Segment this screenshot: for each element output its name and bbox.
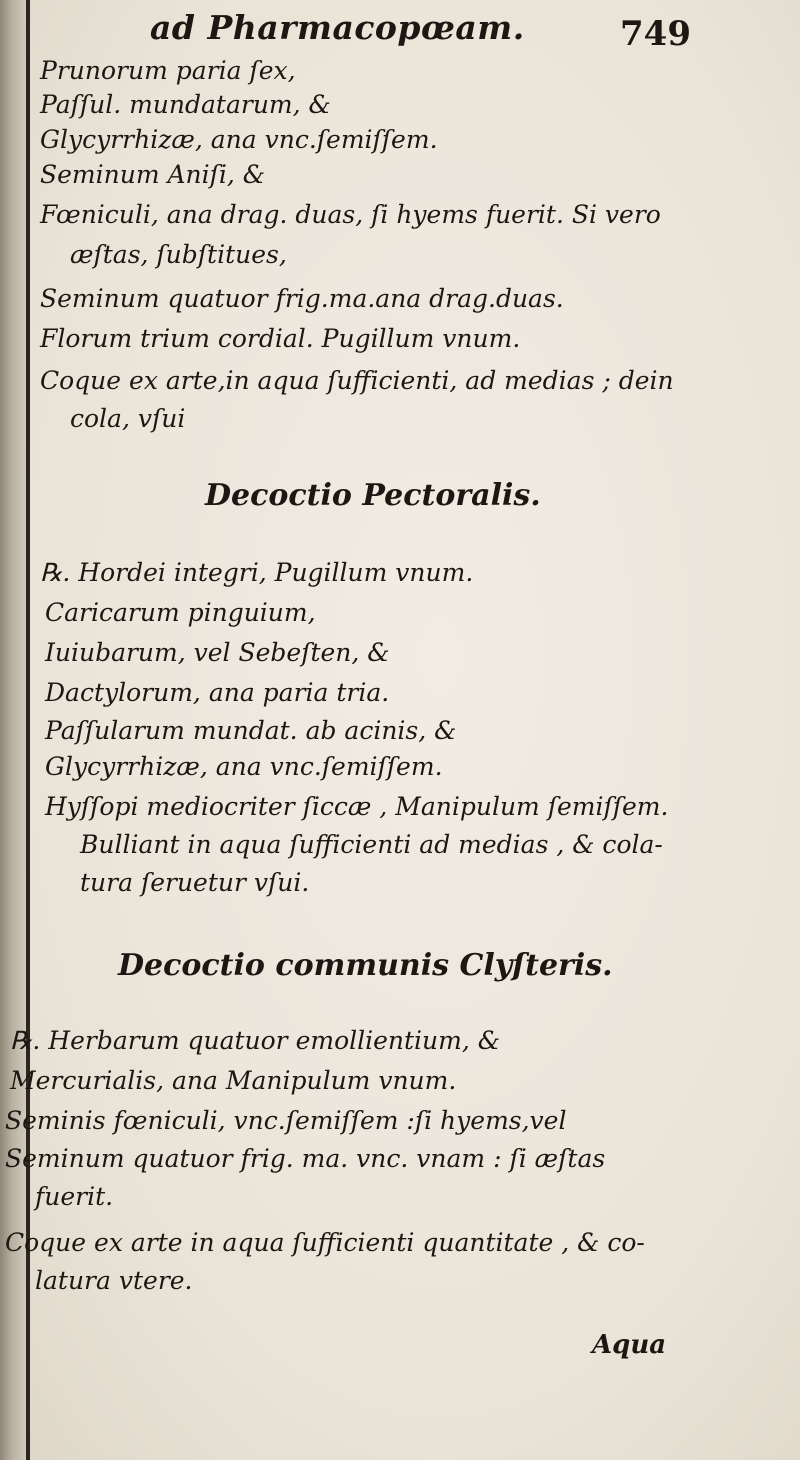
text-line: æſtas, ſubſtitues, <box>70 240 287 269</box>
text-line: Hyſſopi mediocriter ſiccæ , Manipulum ſemiſſem. <box>45 792 669 821</box>
text-line: Caricarum pinguium, <box>45 598 316 627</box>
text-line: Coque ex arte,in aqua ſufficienti, ad medias ; dein <box>40 366 674 395</box>
text-line: Paſſul. mundatarum, & <box>40 90 331 119</box>
section-title: Decoctio Pectoralis. <box>205 478 541 513</box>
text-line: Seminum quatuor frig. ma. vnc. vnam : ſi æſtas <box>5 1144 606 1173</box>
text-line: Glycyrrhizæ, ana vnc.ſemiſſem. <box>45 752 443 781</box>
text-line: latura vtere. <box>35 1266 193 1295</box>
text-line: Seminum Aniſi, & <box>40 160 266 189</box>
text-line: tura ſeruetur vſui. <box>80 868 310 897</box>
text-line: Mercurialis, ana Manipulum vnum. <box>10 1066 457 1095</box>
page-number: 749 <box>620 14 691 54</box>
running-header: ad Pharmacopœam. <box>150 8 525 47</box>
text-line: ℞. Hordei integri, Pugillum vnum. <box>40 558 474 587</box>
text-line: ℞. Herbarum quatuor emollientium, & <box>10 1026 501 1055</box>
text-line: cola, vſui <box>70 404 186 433</box>
text-line: Florum trium cordial. Pugillum vnum. <box>40 324 521 353</box>
text-line: fuerit. <box>35 1182 114 1211</box>
text-line: Seminis fœniculi, vnc.ſemiſſem :ſi hyems,vel <box>5 1106 567 1135</box>
text-line: Glycyrrhizæ, ana vnc.ſemiſſem. <box>40 125 438 154</box>
catchword: Aqua <box>592 1330 667 1360</box>
text-line: Iuiubarum, vel Sebeſten, & <box>45 638 390 667</box>
text-line: Bulliant in aqua ſufficienti ad medias , & cola- <box>80 830 663 859</box>
text-line: Paſſularum mundat. ab acinis, & <box>45 716 457 745</box>
text-line: Dactylorum, ana paria tria. <box>45 678 390 707</box>
text-line: Prunorum paria ſex, <box>40 56 296 85</box>
text-line: Coque ex arte in aqua ſufficienti quantitate , & co- <box>5 1228 645 1257</box>
text-line: Seminum quatuor frig.ma.ana drag.duas. <box>40 284 564 313</box>
text-line: Fœniculi, ana drag. duas, ſi hyems fuerit. Si vero <box>40 200 661 229</box>
section-title: Decoctio communis Clyſteris. <box>118 948 613 983</box>
